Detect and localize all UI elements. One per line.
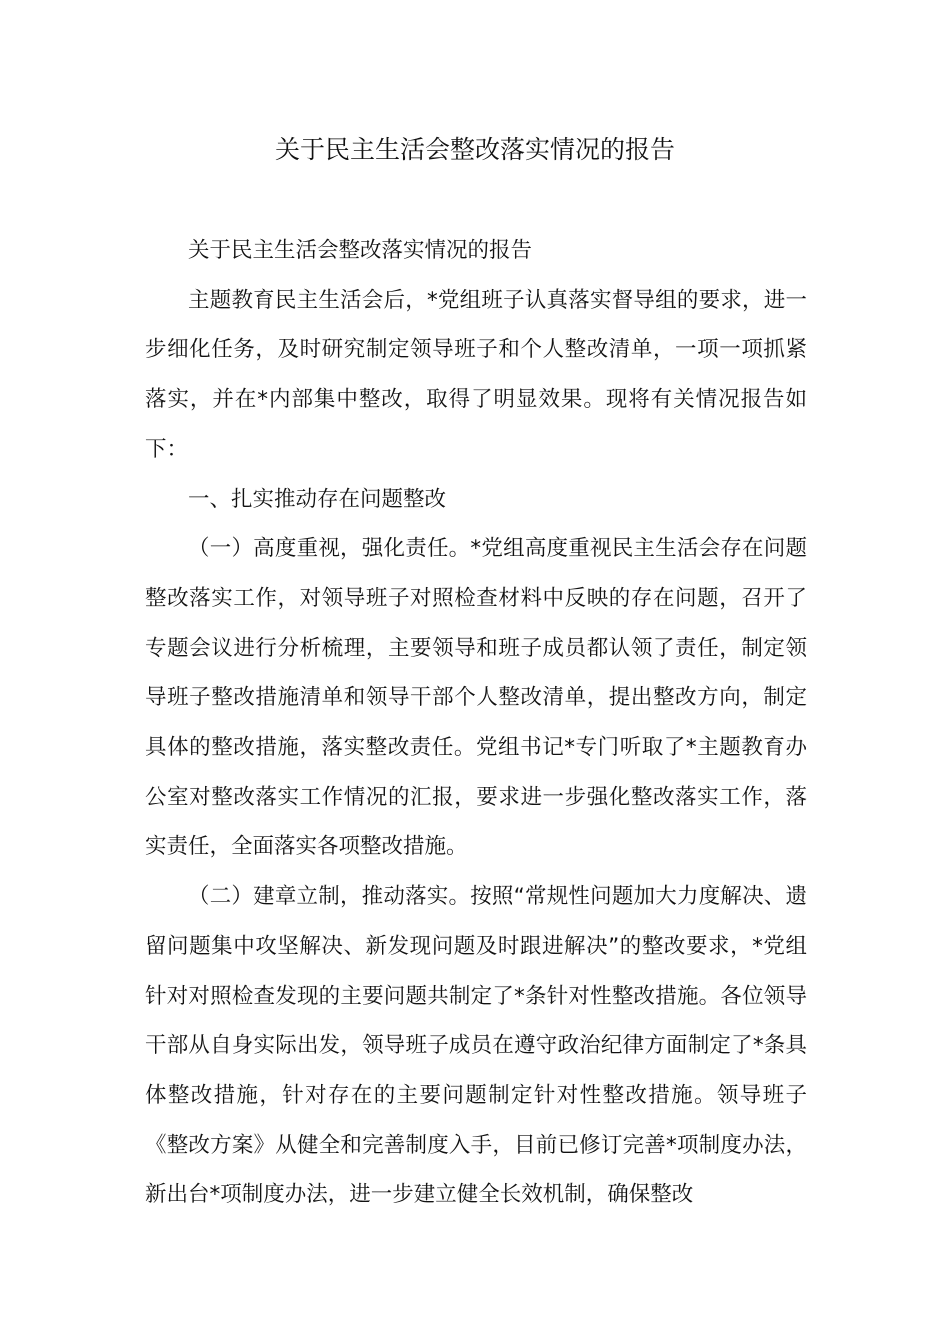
document-body (145, 226, 807, 1220)
body-paragraph-subtitle: 关于民主生活会整改落实情况的报告 (188, 238, 533, 263)
body-paragraph-2: （二）建章立制，推动落实。按照“常规性问题加大力度解决、遗留问题集中攻坚解决、新发现问题及时跟进解决”的整改要求，*党组针对对照检查发现的主要问题共制定了*条针对性整改措施。各位领导干部从自身实际出发，领导班子成员在遵守政治纪律方面制定了*条具体整改措施，针对存在的主要问题制定针对性整改措施。领导班子《整改方案》从健全和完善制度入手，目前已修订完善*项制度办法，新出台*项制度办法，进一步建立健全长效机制，确保整改 (145, 884, 807, 1208)
body-paragraph-intro: 主题教育民主生活会后，*党组班子认真落实督导组的要求，进一步细化任务，及时研究制定领导班子和个人整改清单，一项一项抓紧落实，并在*内部集中整改，取得了明显效果。现将有关情况报告如下： (145, 287, 807, 462)
body-paragraph-1: （一）高度重视，强化责任。*党组高度重视民主生活会存在问题整改落实工作，对领导班子对照检查材料中反映的存在问题，召开了专题会议进行分析梳理，主要领导和班子成员都认领了责任，制定领导班子整改措施清单和领导干部个人整改清单，提出整改方向，制定具体的整改措施，落实整改责任。党组书记*专门听取了*主题教育办公室对整改落实工作情况的汇报，要求进一步强化整改落实工作，落实责任，全面落实各项整改措施。 (145, 536, 807, 860)
document-title: 关于民主生活会整改落实情况的报告 (274, 135, 675, 164)
section-heading-1: 一、扎实推动存在问题整改 (188, 486, 447, 512)
